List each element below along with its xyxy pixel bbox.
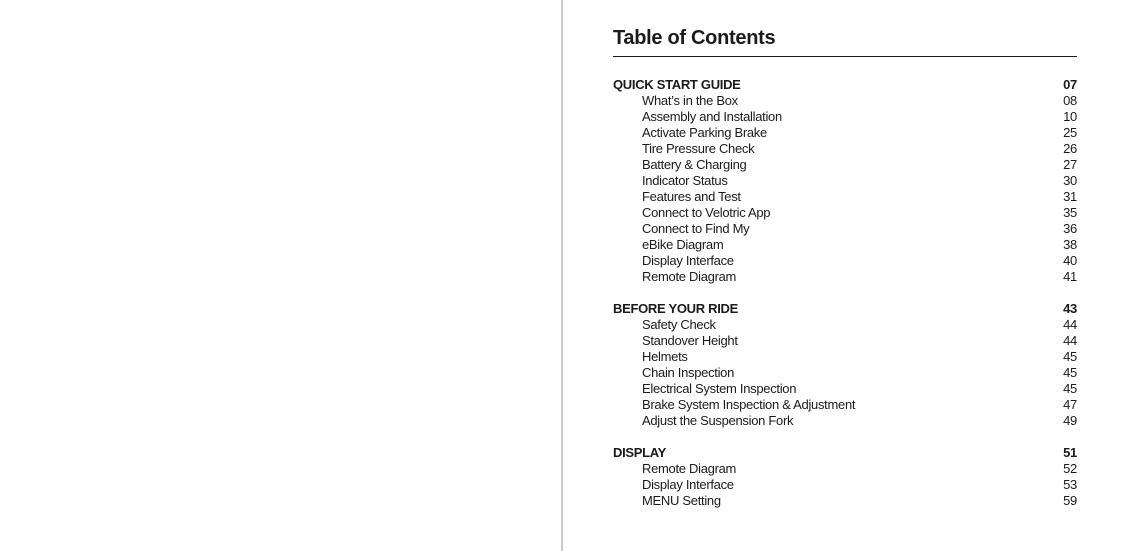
toc-entry[interactable] (613, 333, 1077, 349)
entry-label: Helmets (642, 349, 688, 364)
toc-entry[interactable] (613, 317, 1077, 333)
entry-label: MENU Setting (642, 493, 721, 508)
entry-page-number: 49 (1063, 413, 1077, 428)
toc-entry[interactable] (613, 141, 1077, 157)
page-title: Table of Contents (613, 27, 776, 49)
entry-page-number: 31 (1063, 189, 1077, 204)
entry-page-number: 45 (1063, 349, 1077, 364)
entry-label: Chain Inspection (642, 365, 735, 380)
section-heading: BEFORE YOUR RIDE (613, 301, 738, 316)
toc-entry[interactable] (613, 269, 1077, 285)
entry-page-number: 08 (1063, 93, 1077, 108)
section-heading: DISPLAY (613, 445, 667, 460)
entry-page-number: 44 (1063, 317, 1077, 332)
entry-label: Adjust the Suspension Fork (642, 413, 794, 428)
toc-entry[interactable] (613, 413, 1077, 429)
toc-entry[interactable] (613, 189, 1077, 205)
toc-section-display (613, 445, 1077, 509)
toc-entry[interactable] (613, 93, 1077, 109)
toc-entry[interactable] (613, 365, 1077, 381)
entry-label: Connect to Velotric App (642, 205, 771, 220)
toc-list (613, 77, 1077, 525)
toc-entry[interactable] (613, 397, 1077, 413)
toc-section-heading-row[interactable] (613, 445, 1077, 461)
entry-label: Safety Check (642, 317, 716, 332)
toc-entry[interactable] (613, 173, 1077, 189)
toc-entry[interactable] (613, 461, 1077, 477)
entry-label: Electrical System Inspection (642, 381, 797, 396)
entry-label: Battery & Charging (642, 157, 747, 172)
entry-label: Indicator Status (642, 173, 728, 188)
toc-entry[interactable] (613, 477, 1077, 493)
entry-page-number: 30 (1063, 173, 1077, 188)
toc-entry[interactable] (613, 125, 1077, 141)
entry-label: Brake System Inspection & Adjustment (642, 397, 856, 412)
entry-label: Assembly and Installation (642, 109, 782, 124)
entry-page-number: 47 (1063, 397, 1077, 412)
entry-label: Remote Diagram (642, 269, 737, 284)
entry-page-number: 38 (1063, 237, 1077, 252)
section-page-number: 51 (1063, 445, 1077, 460)
entry-page-number: 10 (1063, 109, 1077, 124)
entry-page-number: 53 (1063, 477, 1077, 492)
toc-entry[interactable] (613, 493, 1077, 509)
toc-section-before-your-ride (613, 301, 1077, 429)
entry-page-number: 45 (1063, 365, 1077, 380)
section-page-number: 07 (1063, 77, 1077, 92)
section-page-number: 43 (1063, 301, 1077, 316)
entry-page-number: 44 (1063, 333, 1077, 348)
toc-section-heading-row[interactable] (613, 77, 1077, 93)
entry-page-number: 40 (1063, 253, 1077, 268)
entry-page-number: 36 (1063, 221, 1077, 236)
toc-entry[interactable] (613, 237, 1077, 253)
title-underline (613, 56, 1077, 57)
entry-page-number: 52 (1063, 461, 1077, 476)
entry-label: What’s in the Box (642, 93, 738, 108)
entry-label: Connect to Find My (642, 221, 750, 236)
entry-page-number: 25 (1063, 125, 1077, 140)
entry-page-number: 35 (1063, 205, 1077, 220)
entry-label: Features and Test (642, 189, 741, 204)
toc-section-quick-start-guide (613, 77, 1077, 285)
section-heading: QUICK START GUIDE (613, 77, 741, 92)
toc-entry[interactable] (613, 157, 1077, 173)
entry-label: Display Interface (642, 477, 734, 492)
entry-label: Standover Height (642, 333, 738, 348)
entry-label: Activate Parking Brake (642, 125, 767, 140)
entry-label: Tire Pressure Check (642, 141, 755, 156)
toc-entry[interactable] (613, 349, 1077, 365)
entry-page-number: 26 (1063, 141, 1077, 156)
toc-entry[interactable] (613, 253, 1077, 269)
entry-label: eBike Diagram (642, 237, 724, 252)
entry-label: Display Interface (642, 253, 734, 268)
toc-entry[interactable] (613, 221, 1077, 237)
entry-page-number: 27 (1063, 157, 1077, 172)
toc-entry[interactable] (613, 205, 1077, 221)
toc-entry[interactable] (613, 381, 1077, 397)
toc-page (563, 0, 1121, 551)
toc-section-heading-row[interactable] (613, 301, 1077, 317)
entry-label: Remote Diagram (642, 461, 737, 476)
entry-page-number: 41 (1063, 269, 1077, 284)
entry-page-number: 45 (1063, 381, 1077, 396)
entry-page-number: 59 (1063, 493, 1077, 508)
toc-entry[interactable] (613, 109, 1077, 125)
